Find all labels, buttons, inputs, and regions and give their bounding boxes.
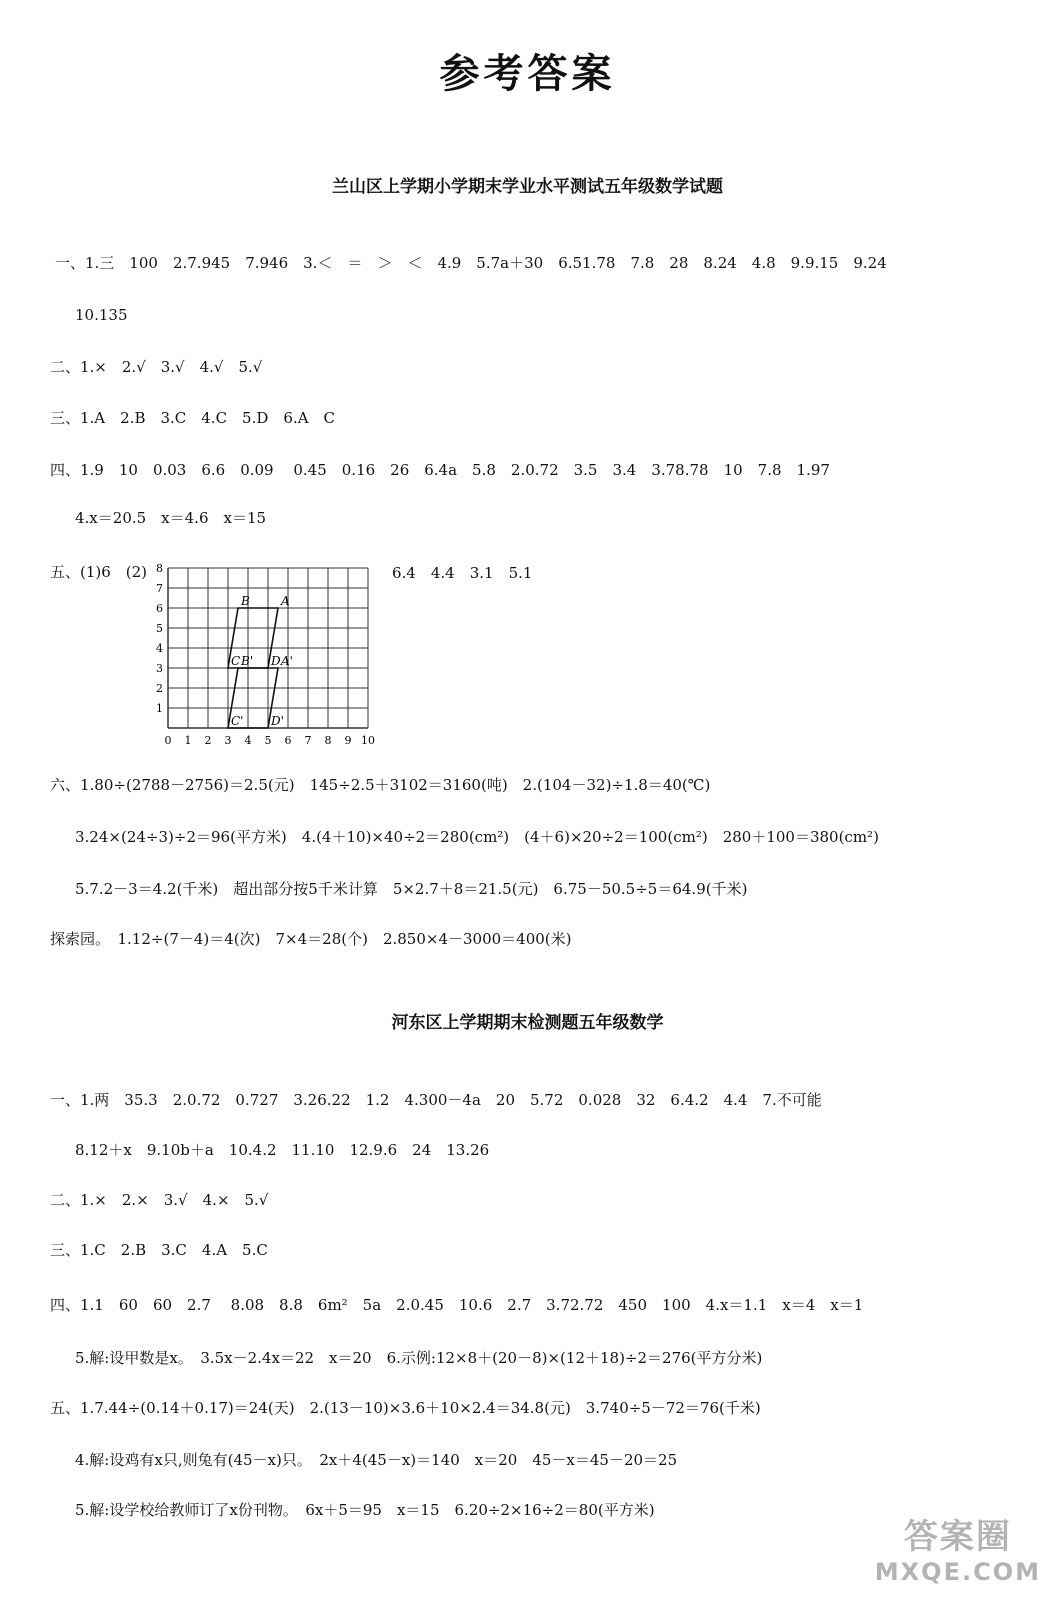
x-tick-label: 2	[204, 734, 212, 747]
section-1-title: 兰山区上学期小学期末学业水平测试五年级数学试题	[332, 177, 723, 197]
s1-line-4: 三、1.A 2.B 3.C 4.C 5.D 6.A C	[50, 409, 336, 427]
s2-line-5: 四、1.1 60 60 2.7 8.08 8.8 6m² 5a 2.0.45 10.6 2.7 3.72.72 450 100 4.x＝1.1 x＝4 x＝1	[50, 1296, 864, 1314]
section-2-title: 河东区上学期期末检测题五年级数学	[391, 1013, 664, 1033]
s2-line-4: 三、1.C 2.B 3.C 4.A 5.C	[50, 1241, 268, 1259]
watermark-logo	[875, 1509, 1041, 1586]
y-tick-label: 7	[156, 582, 163, 595]
s1-line-1: 一、1.三 100 2.7.945 7.946 3.＜ ＝ ＞ ＜ 4.9 5.7a＋30 6.51.78 7.8 28 8.24 4.8 9.9.15 9.24	[55, 254, 887, 272]
s2-line-9: 5.解:设学校给教师订了x份刊物。 6x＋5＝95 x＝15 6.20÷2×16÷2＝80(平方米)	[75, 1501, 655, 1519]
grid-figure	[150, 562, 390, 753]
s2-line-2: 8.12＋x 9.10b＋a 10.4.2 11.10 12.9.6 24 13.26	[75, 1141, 490, 1159]
s2-line-3: 二、1.× 2.× 3.√ 4.× 5.√	[50, 1191, 269, 1209]
coordinate-grid	[150, 562, 390, 753]
y-tick-label: 1	[156, 702, 163, 715]
x-tick-label: 9	[344, 734, 352, 747]
point-label: C	[231, 654, 241, 668]
point-label: B	[241, 594, 250, 608]
watermark-top-text: 答案圈	[903, 1517, 1012, 1557]
x-tick-label: 0	[164, 734, 172, 747]
x-tick-label: 4	[244, 734, 252, 747]
s1-line-6: 4.x＝20.5 x＝4.6 x＝15	[75, 509, 267, 527]
y-tick-label: 5	[156, 622, 163, 635]
x-tick-label: 8	[324, 734, 332, 747]
x-tick-label: 10	[361, 734, 375, 747]
s1-line-7: 五、(1)6 (2)	[50, 563, 148, 581]
x-tick-label: 6	[284, 734, 292, 747]
s1-line-2: 10.135	[75, 306, 128, 324]
s1-line-11: 探索园。 1.12÷(7－4)＝4(次) 7×4＝28(个) 2.850×4－3000＝400(米)	[50, 930, 572, 948]
s2-line-7: 五、1.7.44÷(0.14＋0.17)＝24(天) 2.(13－10)×3.6＋10×2.4＝34.8(元) 3.740÷5－72＝76(千米)	[50, 1399, 761, 1417]
point-label: C'	[231, 714, 244, 728]
x-tick-label: 7	[304, 734, 312, 747]
x-tick-label: 3	[224, 734, 232, 747]
point-label: B'	[241, 654, 254, 668]
y-tick-label: 6	[156, 602, 163, 615]
s1-line-5: 四、1.9 10 0.03 6.6 0.09 0.45 0.16 26 6.4a 5.8 2.0.72 3.5 3.4 3.78.78 10 7.8 1.97	[50, 461, 830, 479]
s1-line-8: 六、1.80÷(2788－2756)＝2.5(元) 145÷2.5＋3102＝3160(吨) 2.(104－32)÷1.8＝40(℃)	[50, 776, 711, 794]
y-tick-label: 2	[156, 682, 163, 695]
s2-line-1: 一、1.两 35.3 2.0.72 0.727 3.26.22 1.2 4.300－4a 20 5.72 0.028 32 6.4.2 4.4 7.不可能	[50, 1091, 822, 1109]
point-label: A'	[281, 654, 293, 668]
point-label: D	[271, 654, 281, 668]
watermark-bottom-text: MXQE.COM	[874, 1558, 1041, 1586]
x-tick-label: 5	[264, 734, 272, 747]
grid-side-values: 6.4 4.4 3.1 5.1	[392, 564, 533, 582]
y-tick-label: 8	[156, 562, 163, 575]
s2-line-6: 5.解:设甲数是x。 3.5x－2.4x＝22 x＝20 6.示例:12×8＋(20－8)×(12＋18)÷2＝276(平方分米)	[75, 1349, 763, 1367]
s1-line-3: 二、1.× 2.√ 3.√ 4.√ 5.√	[50, 358, 263, 376]
s1-line-10: 5.7.2－3＝4.2(千米) 超出部分按5千米计算 5×2.7＋8＝21.5(元) 6.75－50.5÷5＝64.9(千米)	[75, 880, 748, 898]
x-tick-label: 1	[184, 734, 192, 747]
page-title: 参考答案	[439, 50, 616, 97]
y-tick-label: 3	[156, 662, 163, 675]
s1-line-9: 3.24×(24÷3)÷2＝96(平方米) 4.(4＋10)×40÷2＝280(cm²) (4＋6)×20÷2＝100(cm²) 280＋100＝380(cm²)	[75, 828, 879, 846]
point-label: A	[281, 594, 290, 608]
y-tick-label: 4	[156, 642, 163, 655]
point-label: D'	[271, 714, 284, 728]
s2-line-8: 4.解:设鸡有x只,则兔有(45－x)只。 2x＋4(45－x)＝140 x＝20 45－x＝45－20＝25	[75, 1451, 678, 1469]
